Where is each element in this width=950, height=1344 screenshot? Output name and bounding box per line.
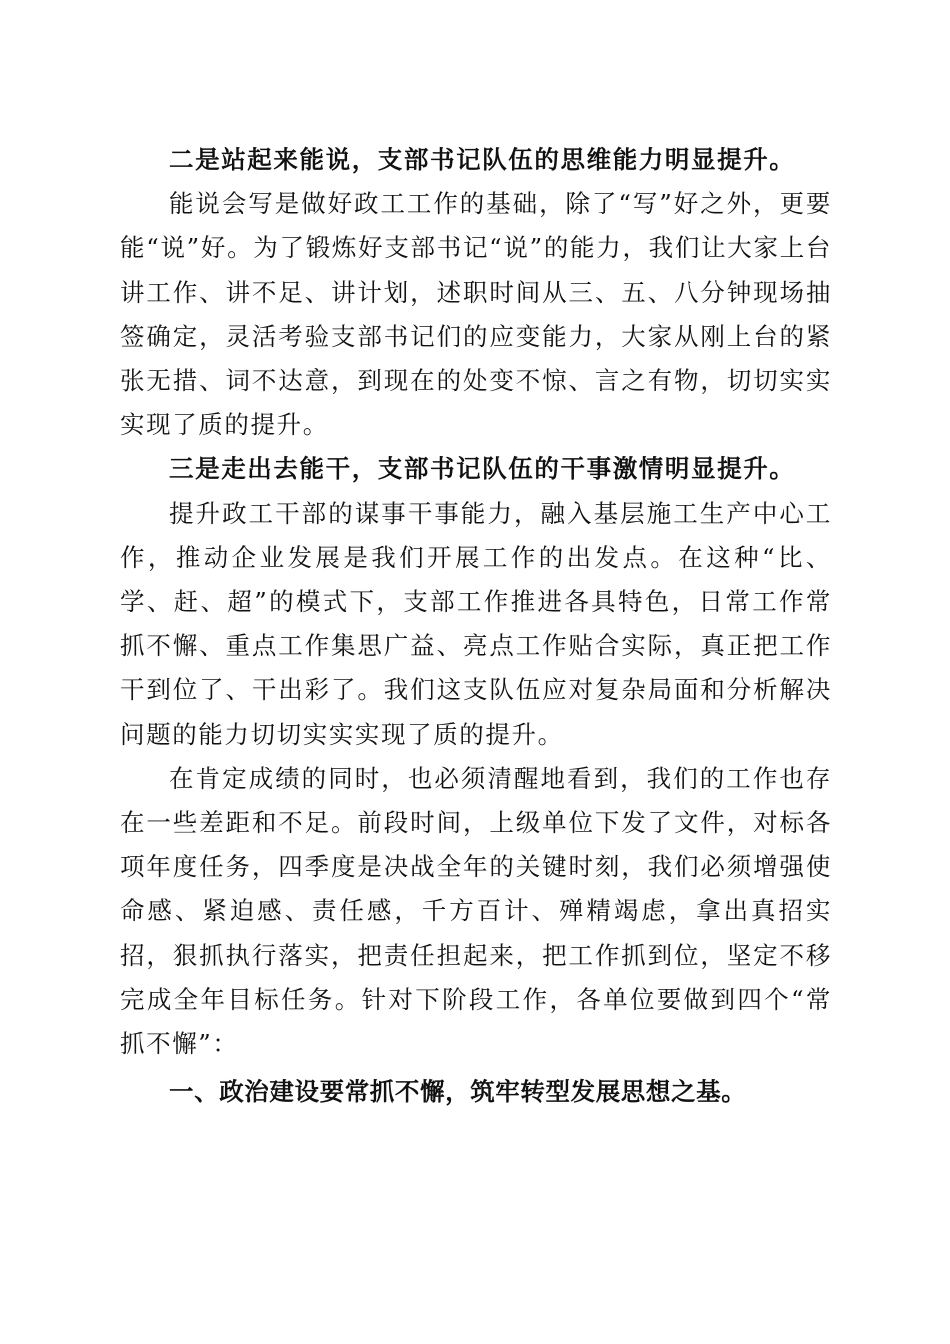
paragraph-shortcomings: 在肯定成绩的同时，也必须清醒地看到，我们的工作也存在一些差距和不足。前段时间，上级单位下发了文件，对标各项年度任务，四季度是决战全年的关键时刻，我们必须增强使命感、紧迫感、责任感，千方百计、殚精竭虑，拿出真招实招，狠抓执行落实，把责任担起来，把工作抓到位，坚定不移完成全年目标任务。针对下阶段工作，各单位要做到四个“常抓不懈”：	[120, 763, 832, 1059]
subheading-speaking-ability: 二是站起来能说，支部书记队伍的思维能力明显提升。	[169, 145, 796, 174]
document-body	[120, 138, 832, 1114]
subheading-working-ability: 三是走出去能干，支部书记队伍的干事激情明显提升。	[169, 454, 796, 484]
heading-political-construction: 一、政治建设要常抓不懈，筑牢转型发展思想之基。	[169, 1077, 747, 1107]
paragraph-working-ability: 提升政工干部的谋事干事能力，融入基层施工生产中心工作，推动企业发展是我们开展工作的出发点。在这种“比、学、赶、超”的模式下，支部工作推进各具特色，日常工作常抓不懈、重点工作集思广益、亮点工作贴合实际，真正把工作干到位了、干出彩了。我们这支队伍应对复杂局面和分析解决问题的能力切切实实实现了质的提升。	[120, 498, 832, 749]
paragraph-speaking-ability: 能说会写是做好政工工作的基础，除了“写”好之外，更要能“说”好。为了锻炼好支部书记“说”的能力，我们让大家上台讲工作、讲不足、讲计划，述职时间从三、五、八分钟现场抽签确定，灵活考验支部书记们的应变能力，大家从刚上台的紧张无措、词不达意，到现在的处变不惊、言之有物，切切实实实现了质的提升。	[120, 189, 832, 440]
